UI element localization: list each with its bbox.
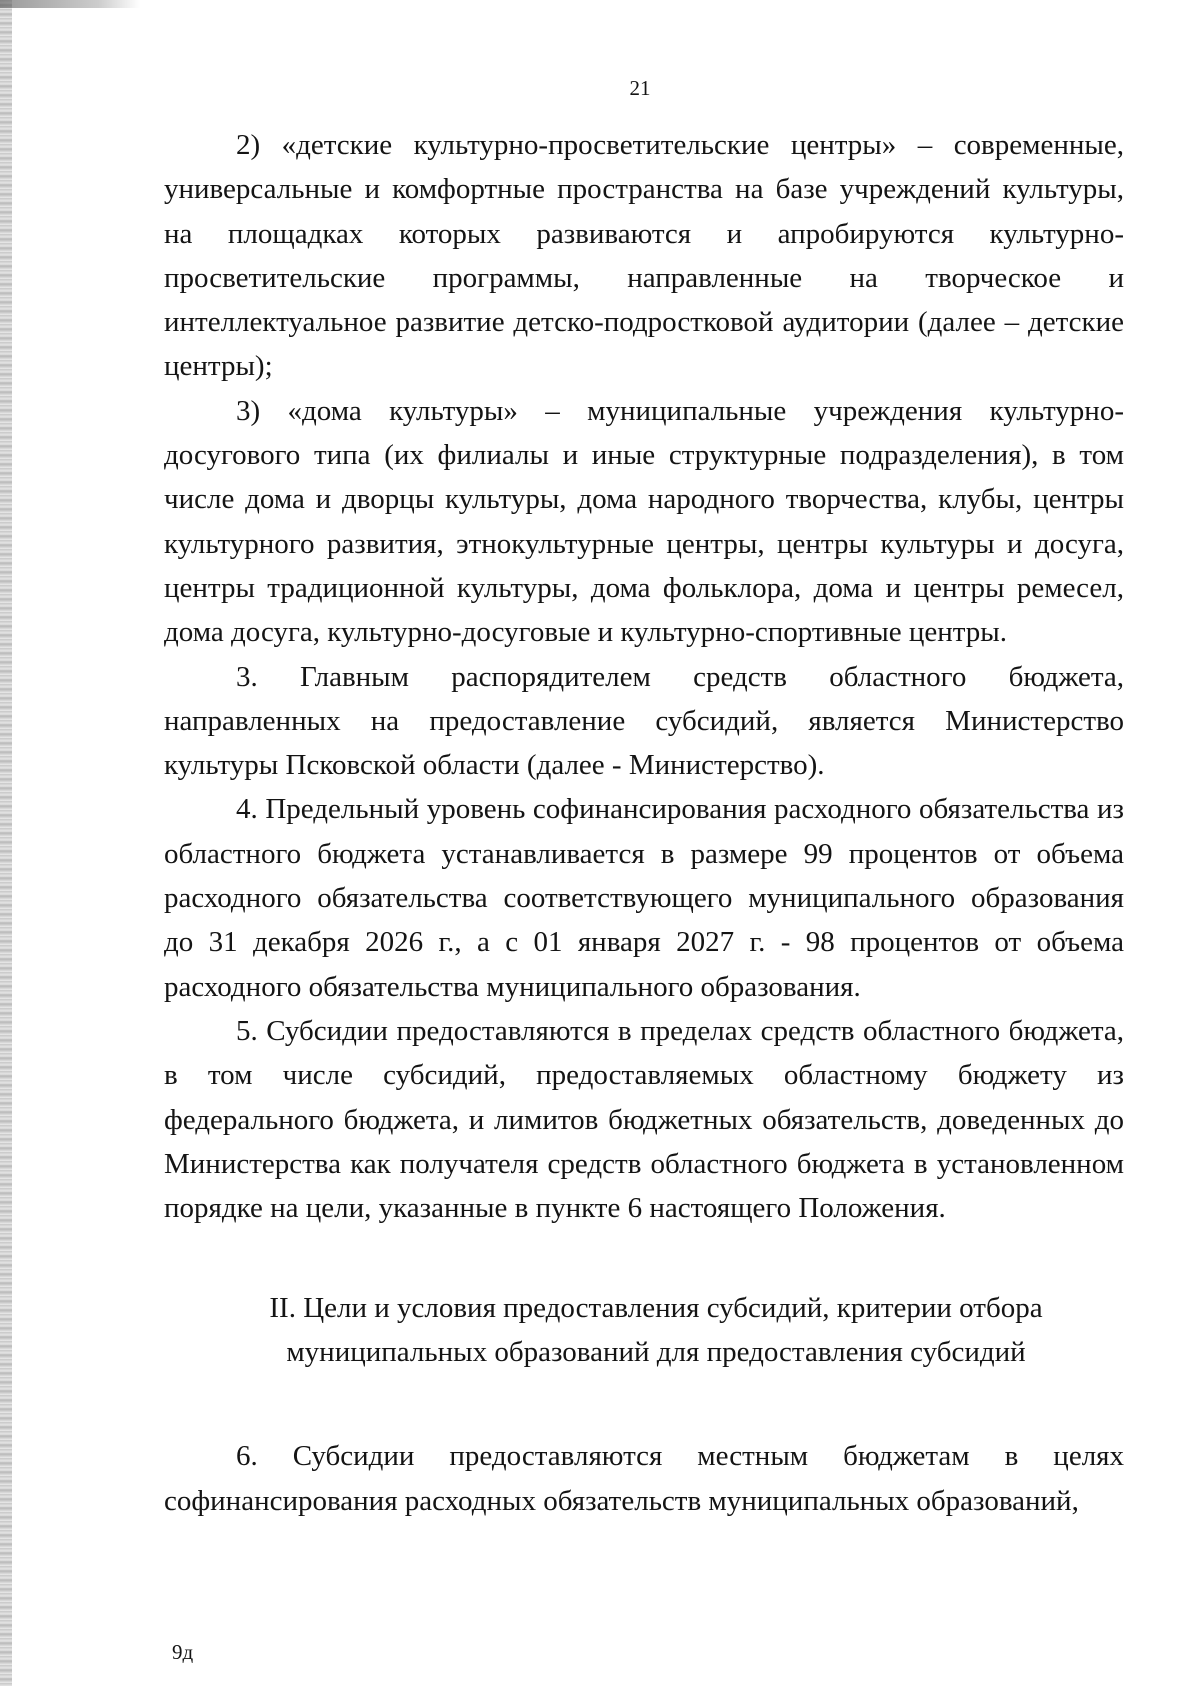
paragraph-clause-4: 4. Предельный уровень софинансирования расходного обязательства из областного бюджета устанавливается в размере 99 процентов от объема расходного обязательства соответствующего муниципального образования до 31 декабря 2026 г., а с 01 января 2027 г. - 98 процентов от объема расходного обязательства муниципального образования. <box>164 793 1124 1003</box>
scan-top-edge <box>0 0 140 8</box>
paragraph-clause-6: 6. Субсидии предоставляются местным бюджетам в целях софинансирования расходных обязательств муниципальных образований, <box>164 1440 1124 1517</box>
paragraph-item-2: 2) «детские культурно-просветительские центры» – современные, универсальные и комфортные пространства на базе учреждений культуры, на площадках которых развиваются и апробируются культурно-просветительские программы, направленные на творческое и интеллектуальное развитие детско-подростковой аудитории (далее – детские центры); <box>164 129 1124 383</box>
section-heading-line-2: муниципальных образований для предоставления субсидий <box>286 1336 1026 1369</box>
paragraph-item-3: 3) «дома культуры» – муниципальные учреждения культурно-досугового типа (их филиалы и иные структурные подразделения), в том числе дома и дворцы культуры, дома народного творчества, клубы, центры культурного развития, этнокультурные центры, центры культуры и досуга, центры традиционной культуры, дома фольклора, дома и центры ремесел, дома досуга, культурно-досуговые и культурно-спортивные центры. <box>164 394 1124 649</box>
page-number: 21 <box>629 76 651 100</box>
paragraph-clause-5: 5. Субсидии предоставляются в пределах средств областного бюджета, в том числе субсидий, предоставляемых областному бюджету из федерального бюджета, и лимитов бюджетных обязательств, доведенных до Министерства как получателя средств областного бюджета в установленном порядке на цели, указанные в пункте 6 настоящего Положения. <box>164 1014 1124 1225</box>
section-heading-line-1: II. Цели и условия предоставления субсидий, критерии отбора <box>269 1292 1043 1325</box>
section-heading <box>164 1286 1124 1374</box>
document-body <box>164 123 1124 1523</box>
paragraph-clause-3: 3. Главным распорядителем средств областного бюджета, направленных на предоставление субсидий, является Министерство культуры Псковской области (далее - Министерство). <box>164 660 1124 782</box>
footer-code: 9д <box>172 1640 194 1664</box>
scan-left-edge <box>0 0 12 1686</box>
